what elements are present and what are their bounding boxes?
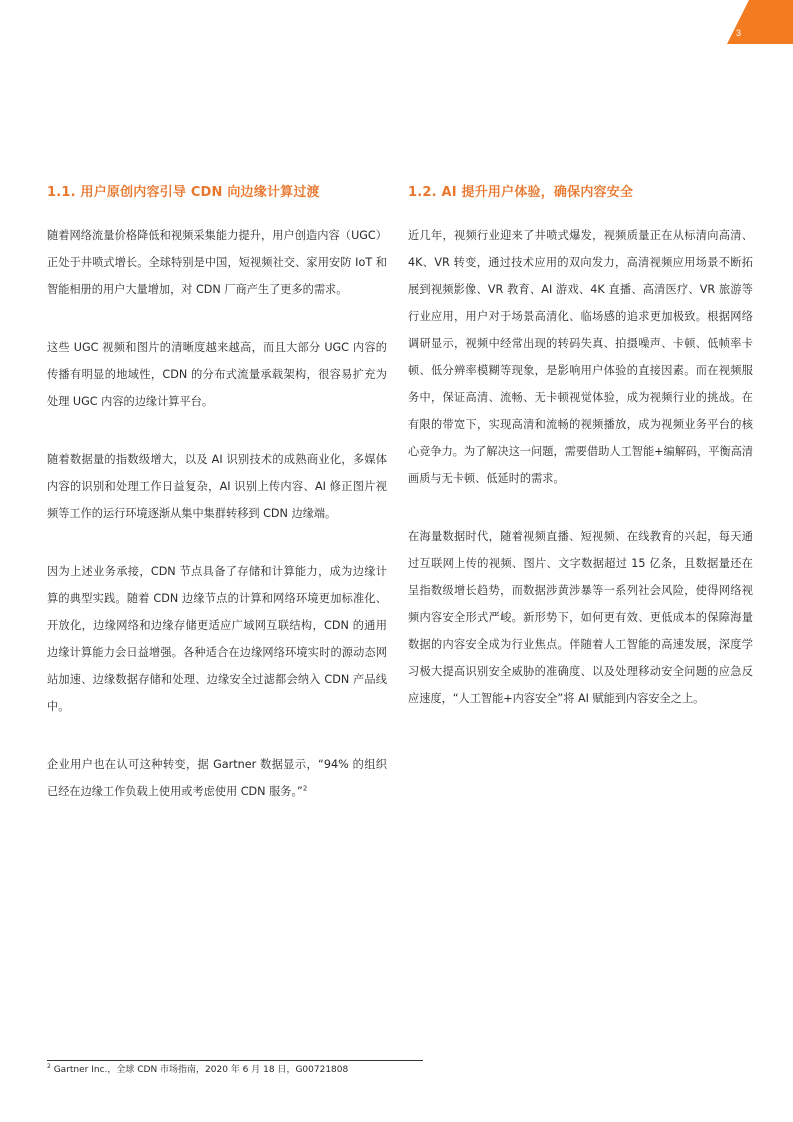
paragraph-with-footnote xyxy=(47,751,387,805)
left-column xyxy=(47,180,387,836)
paragraph: 随着网络流量价格降低和视频采集能力提升，用户创造内容（UGC）正处于井喷式增长。全球特别是中国，短视频社交、家用安防 IoT 和智能相册的用户大量增加，对 CDN 厂商产生了更多的需求。 xyxy=(47,229,387,296)
paragraph: 近几年，视频行业迎来了井喷式爆发，视频质量正在从标清向高清、4K、VR 转变，通过技术应用的双向发力，高清视频应用场景不断拓展到视频影像、VR 教育、AI 游戏、4K 直播、高清医疗、VR 旅游等行业应用，用户对于场景高清化、临场感的追求更加极致。根据网络调研显示，视频中经常出现的转码失真、拍摄噪声、卡顿、低帧率卡顿、低分辨率模糊等现象，是影响用户体验的直接因素。而在视频服务中，保证高清、流畅、无卡顿视觉体验，成为视频行业的挑战。在有限的带宽下，实现高清和流畅的视频播放，成为视频业务平台的核心竞争力。为了解决这一问题，需要借助人工智能+编解码，平衡高清画质与无卡顿、低延时的需求。 xyxy=(408,229,754,485)
section-heading-1-1: 1.1. 用户原创内容引导 CDN 向边缘计算过渡 xyxy=(47,185,320,200)
paragraph: 因为上述业务承接，CDN 节点具备了存储和计算能力，成为边缘计算的典型实践。随着 CDN 边缘节点的计算和网络环境更加标准化、开放化，边缘网络和边缘存储更适应广域网互联结构，CDN 的通用边缘计算能力会日益增强。各种适合在边缘网络环境实时的源动态网站加速、边缘数据存储和处理、边缘安全过滤都会纳入 CDN 产品线中。 xyxy=(47,565,387,713)
footnote xyxy=(47,1063,467,1077)
paragraph: 在海量数据时代，随着视频直播、短视频、在线教育的兴起，每天通过互联网上传的视频、图片、文字数据超过 15 亿条，且数据量还在呈指数级增长趋势，而数据涉黄涉暴等一系列社会风险，使得网络视频内容安全形式严峻。新形势下，如何更有效、更低成本的保障海量数据的内容安全成为行业焦点。伴随着人工智能的高速发展，深度学习极大提高识别安全威胁的准确度、以及处理移动安全问题的应急反应速度，“人工智能+内容安全”将 AI 赋能到内容安全之上。 xyxy=(408,530,753,705)
paragraph: 这些 UGC 视频和图片的清晰度越来越高，而且大部分 UGC 内容的传播有明显的地域性，CDN 的分布式流量承载架构，很容易扩充为处理 UGC 内容的边缘计算平台。 xyxy=(47,341,387,408)
page-number: 3 xyxy=(736,28,742,38)
page-corner-tab xyxy=(723,0,793,44)
section-heading-1-2: 1.2. AI 提升用户体验，确保内容安全 xyxy=(408,185,634,200)
paragraph: 随着数据量的指数级增大，以及 AI 识别技术的成熟商业化，多媒体内容的识别和处理工作日益复杂，AI 识别上传内容、AI 修正图片视频等工作的运行环境逐渐从集中集群转移到 CDN 边缘端。 xyxy=(47,453,387,520)
footnote-marker: 2 xyxy=(47,1063,51,1070)
footnote-reference[interactable]: 2 xyxy=(302,784,308,793)
footnote-text: Gartner Inc.，全球 CDN 市场指南，2020 年 6 月 18 日，G00721808 xyxy=(53,1065,349,1075)
paragraph-text: 企业用户也在认可这种转变，据 Gartner 数据显示，“94% 的组织已经在边缘工作负载上使用或考虑使用 CDN 服务。” xyxy=(47,758,387,798)
right-column xyxy=(408,180,753,743)
footnote-divider xyxy=(47,1060,423,1061)
